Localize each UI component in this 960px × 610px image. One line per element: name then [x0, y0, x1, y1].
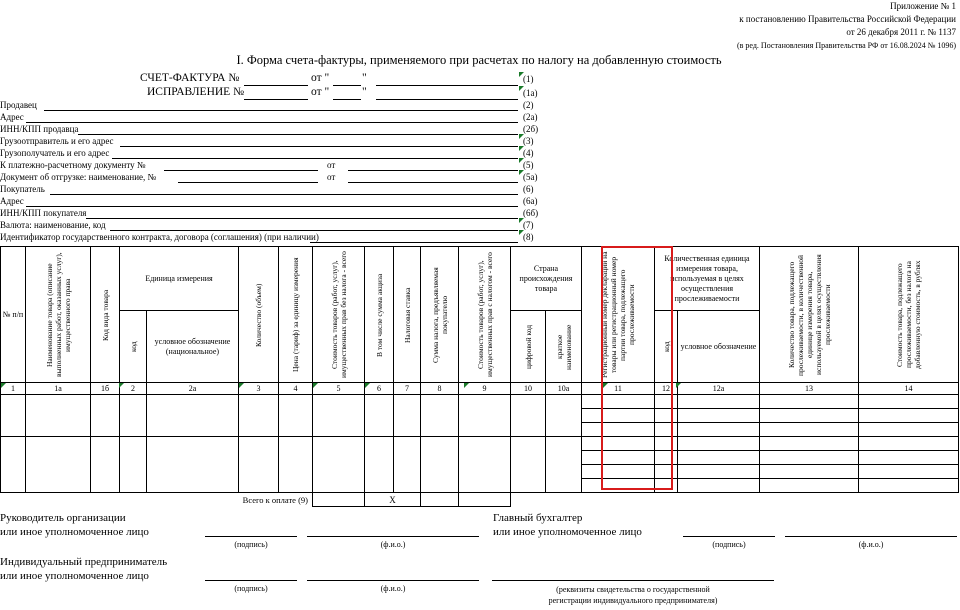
- invoice-quote: ": [362, 72, 367, 84]
- head-sign-field[interactable]: [205, 536, 297, 537]
- correction-date-field[interactable]: [376, 99, 518, 100]
- field-consignee: Грузополучатель и его адрес: [0, 148, 110, 158]
- head-signature-label: [0, 511, 149, 539]
- shipper-field[interactable]: [120, 146, 518, 147]
- appendix-line-1: Приложение № 1: [890, 1, 956, 11]
- field-currency: Валюта: наименование, код: [0, 220, 106, 230]
- accountant-fio-caption: (ф.и.о.): [858, 540, 884, 549]
- header-cost-with-tax: Стоимость товаров (работ, услуг), имущественных прав с налогом - всего: [459, 247, 511, 383]
- field-code: (5а): [523, 172, 538, 182]
- appendix-line-2: к постановлению Правительства Российской Федерации: [739, 14, 956, 24]
- seller-inn-field[interactable]: [78, 134, 518, 135]
- header-trace-cost: Стоимость товара, подлежащего прослеживаемости, без налога на добавленную стоимость, в рублях: [859, 247, 959, 383]
- field-seller-inn: ИНН/КПП продавца: [0, 124, 79, 134]
- header-kind-code: Код вида товара: [91, 247, 120, 383]
- accountant-label-line-2: или иное уполномоченное лицо: [493, 526, 642, 538]
- table-row: [1, 437, 959, 451]
- shipping-doc-date-field[interactable]: [348, 182, 518, 183]
- appendix-line-4: (в ред. Постановления Правительства РФ от 16.08.2024 № 1096): [736, 41, 956, 50]
- accountant-sign-caption: (подпись): [712, 540, 746, 549]
- accountant-label-line-1: Главный бухгалтер: [493, 512, 583, 524]
- column-number: 10: [511, 383, 546, 395]
- column-number: 9: [459, 383, 511, 395]
- accountant-sign-field[interactable]: [683, 536, 775, 537]
- header-excise: В том числе сумма акциза: [365, 247, 394, 383]
- marker-icon: [676, 383, 681, 388]
- total-row: [1, 493, 959, 507]
- field-code: (2а): [523, 112, 538, 122]
- correction-number-field[interactable]: [244, 99, 308, 100]
- header-tax-rate: Налоговая ставка: [394, 247, 421, 383]
- header-num: № п/п: [1, 247, 26, 383]
- header-trace-code: код: [655, 311, 678, 383]
- head-sign-caption: (подпись): [234, 540, 268, 549]
- column-number: 14: [859, 383, 959, 395]
- marker-icon: [464, 383, 469, 388]
- invoice-date-field[interactable]: [376, 85, 518, 86]
- field-shipper: Грузоотправитель и его адрес: [0, 136, 114, 146]
- header-price: Цена (тариф) за единицу измерения: [279, 247, 313, 383]
- ip-label-line-2: или иное уполномоченное лицо: [0, 570, 149, 582]
- accountant-fio-field[interactable]: [785, 536, 957, 537]
- seller-address-field[interactable]: [26, 122, 518, 123]
- total-label: Всего к оплате (9): [1, 493, 313, 507]
- field-code: (3): [523, 136, 534, 146]
- column-numbers-row: [1, 383, 959, 395]
- invoice-table: [0, 246, 959, 507]
- column-number: 4: [279, 383, 313, 395]
- correction-from: от ": [311, 86, 330, 98]
- field-buyer-inn: ИНН/КПП покупателя: [0, 208, 87, 218]
- column-number: 7: [394, 383, 421, 395]
- correction-quote: ": [362, 86, 367, 98]
- column-number: 11: [582, 383, 655, 395]
- field-code: (2): [523, 100, 534, 110]
- header-trace-name: условное обозначение: [678, 311, 760, 383]
- field-code: (6а): [523, 196, 538, 206]
- invoice-day-field[interactable]: [333, 85, 361, 86]
- marker-icon: [313, 383, 318, 388]
- head-fio-field[interactable]: [307, 536, 479, 537]
- field-shipping-doc: Документ об отгрузке: наименование, №: [0, 172, 157, 182]
- field-code: (6б): [523, 208, 539, 218]
- correction-label: ИСПРАВЛЕНИЕ №: [147, 86, 245, 98]
- marker-icon: [365, 383, 370, 388]
- header-cost-without-tax: Стоимость товаров (работ, услуг), имущественных прав без налога - всего: [313, 247, 365, 383]
- column-number: 12: [655, 383, 678, 395]
- buyer-field[interactable]: [50, 194, 518, 195]
- header-unit: Единица измерения: [120, 247, 239, 311]
- header-country-name: краткое наименование: [546, 311, 582, 383]
- ip-registration-field[interactable]: [492, 580, 774, 581]
- invoice-label: СЧЕТ-ФАКТУРА №: [140, 72, 240, 84]
- ip-registration-caption: [492, 584, 774, 606]
- column-number: 2а: [147, 383, 239, 395]
- total-cost-without-tax[interactable]: [313, 493, 365, 507]
- header-qty: Количество (объем): [239, 247, 279, 383]
- column-number: 1б: [91, 383, 120, 395]
- buyer-address-field[interactable]: [26, 206, 518, 207]
- column-number: 3: [239, 383, 279, 395]
- field-seller: Продавец: [0, 100, 37, 110]
- field-code: (6): [523, 184, 534, 194]
- field-buyer-address: Адрес: [0, 196, 24, 206]
- column-number: 1а: [26, 383, 91, 395]
- header-country-code: цифровой код: [511, 311, 546, 383]
- appendix-header: [737, 0, 956, 52]
- header-trace-qty: Количество товара, подлежащего прослеживаемости, в количественной единице измерения товара, используемой в целях осуществления прослеживаемости: [760, 247, 859, 383]
- payment-doc-number-field[interactable]: [164, 170, 318, 171]
- column-number: 2: [120, 383, 147, 395]
- field-buyer: Покупатель: [0, 184, 45, 194]
- appendix-line-3: от 26 декабря 2011 г. № 1137: [846, 27, 956, 37]
- invoice-code: (1): [523, 74, 534, 84]
- field-payment-doc: К платежно-расчетному документу №: [0, 160, 146, 170]
- correction-code: (1а): [523, 88, 538, 98]
- field-code: (2б): [523, 124, 539, 134]
- accountant-signature-label: [493, 511, 642, 539]
- field-code: (5): [523, 160, 534, 170]
- column-number: 8: [421, 383, 459, 395]
- ip-fio-field[interactable]: [307, 580, 479, 581]
- column-number: 5: [313, 383, 365, 395]
- header-unit-code: код: [120, 311, 147, 383]
- header-trace-unit: Количественная единица измерения товара, используемая в целях осуществления прослеживаемости: [655, 247, 760, 311]
- marker-icon: [1, 383, 6, 388]
- field-code: (4): [523, 148, 534, 158]
- column-number: 10а: [546, 383, 582, 395]
- ip-sign-field[interactable]: [205, 580, 297, 581]
- shipping-doc-from: от: [327, 172, 336, 182]
- column-number: 6: [365, 383, 394, 395]
- highlight-box: [601, 246, 673, 490]
- registration-caption-line-1: (реквизиты свидетельства о государственной: [556, 585, 710, 594]
- header-unit-name: условное обозначение (национальное): [147, 311, 239, 383]
- marker-icon: [239, 383, 244, 388]
- header-reg-number: Регистрационный номер декларации на товары или регистрационный номер партии товара, подлежащего прослеживаемости: [582, 247, 655, 383]
- column-number: 13: [760, 383, 859, 395]
- header-name: Наименование товара (описание выполненных работ, оказанных услуг), имущественного права: [26, 247, 91, 383]
- invoice-from: от ": [311, 72, 330, 84]
- total-cost-with-tax[interactable]: [459, 493, 511, 507]
- field-code: (8): [523, 232, 534, 242]
- currency-field[interactable]: [110, 230, 518, 231]
- marker-icon: [119, 383, 124, 388]
- field-seller-address: Адрес: [0, 112, 24, 122]
- header-tax-amount: Сумма налога, предъявляемая покупателю: [421, 247, 459, 383]
- page-title: I. Форма счета-фактуры, применяемого при расчетах по налогу на добавленную стоимость: [236, 53, 722, 67]
- contract-id-field[interactable]: [310, 242, 518, 243]
- column-number: 1: [1, 383, 26, 395]
- buyer-inn-field[interactable]: [86, 218, 518, 219]
- total-tax-amount[interactable]: [421, 493, 459, 507]
- seller-field[interactable]: [44, 110, 518, 111]
- payment-doc-from: от: [327, 160, 336, 170]
- table-row: [1, 395, 959, 409]
- field-contract-id: Идентификатор государственного контракта, договора (соглашения) (при наличии): [0, 232, 319, 242]
- header-country: Страна происхождения товара: [511, 247, 582, 311]
- registration-caption-line-2: регистрации индивидуального предпринимателя): [548, 596, 718, 605]
- consignee-field[interactable]: [112, 158, 518, 159]
- column-number: 12а: [678, 383, 760, 395]
- head-label-line-2: или иное уполномоченное лицо: [0, 526, 149, 538]
- invoice-number-field[interactable]: [244, 85, 308, 86]
- correction-day-field[interactable]: [333, 99, 361, 100]
- head-fio-caption: (ф.и.о.): [380, 540, 406, 549]
- ip-label-line-1: Индивидуальный предприниматель: [0, 556, 168, 568]
- ip-fio-caption: (ф.и.о.): [380, 584, 406, 593]
- shipping-doc-number-field[interactable]: [178, 182, 318, 183]
- head-label-line-1: Руководитель организации: [0, 512, 126, 524]
- ip-sign-caption: (подпись): [234, 584, 268, 593]
- total-excise-x: Х: [365, 493, 421, 507]
- payment-doc-date-field[interactable]: [348, 170, 518, 171]
- ip-signature-label: [0, 555, 167, 583]
- field-code: (7): [523, 220, 534, 230]
